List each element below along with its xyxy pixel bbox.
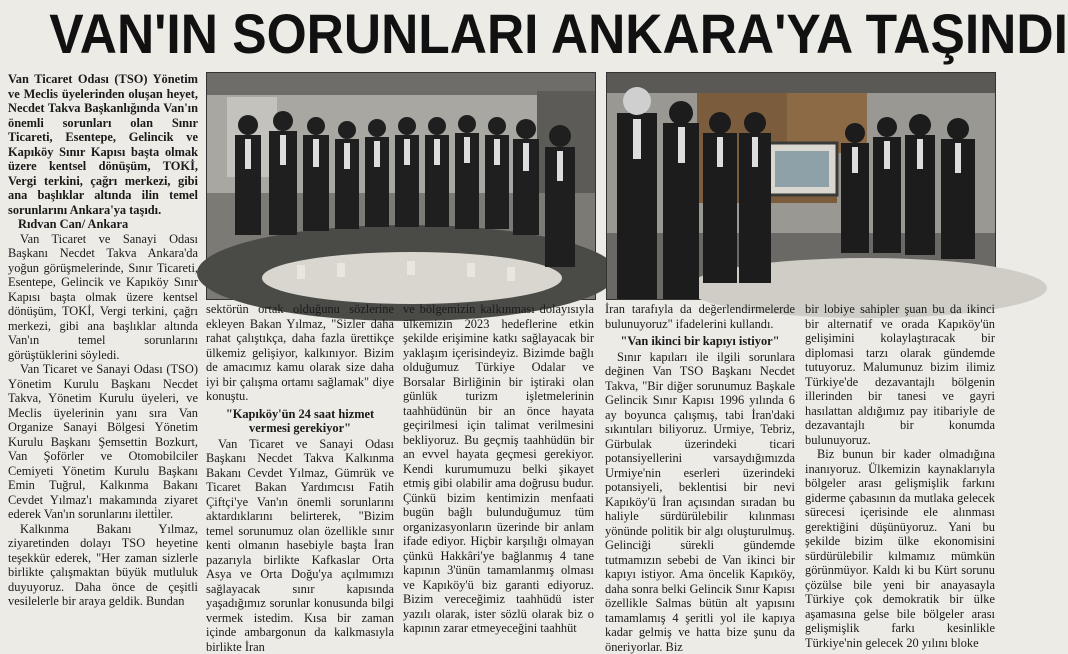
subheading: "Kapıköy'ün 24 saat hizmet vermesi gerekiyor"	[206, 407, 394, 436]
article-lead: Van Ticaret Odası (TSO) Yönetim ve Meclis üyelerinden oluşan heyet, Necdet Takva Başkanlığında Van'ın önemli sorunları olan Sınır Ticareti, Esentepe, Gelincik ve Kapıköy Sınır Kapısı başta olmak üzere kentsel dönüşüm, TOKİ, Vergi terkini, çağrı merkezi, gibi ana başlıklar altında ilin temel sorunlarını Ankara'ya taşıdı.	[8, 72, 198, 217]
byline: Rıdvan Can/ Ankara	[8, 217, 198, 232]
paragraph: Kalkınma Bakanı Yılmaz, ziyaretinden dolayı TSO heyetine teşekkür ederek, "Her zaman sizlerle birlikte çalışmaktan büyük mutluluk duyuyoruz. Daha önce de çeşitli vesilelerle bir araya geldik. Bundan	[8, 522, 198, 609]
article-column-4	[605, 302, 795, 625]
photo-delegation-group	[206, 72, 596, 300]
headline: VAN'IN SORUNLARI ANKARA'YA TAŞINDI	[49, 3, 951, 65]
article-column-2	[206, 302, 394, 625]
paragraph: Biz bunun bir kader olmadığına inanıyoruz. Ülkemizin kaynaklarıyla bölgeler arası gelişmişlik farkını giderme çabasının da mutlaka gelecek sürecesi içerisinde ele alınması gerektiğini düşünüyoruz. Yani bu şekilde bizim ülke ekonomisini sürdürülebilir kılmamız mümkün görünmüyor. Kaldı ki bu Kürt sorunu çözülse bile yeni bir anayasayla Türkiye çok demokratik bir ülke aşamasına gelse bile bölgeler arası gelişmişlik farkı kesinlikle Türkiye'nin gelecek 20 yılını bloke	[805, 447, 995, 650]
article-column-3	[403, 302, 594, 625]
article-column-1	[8, 72, 198, 625]
paragraph: Van Ticaret ve Sanayi Odası Başkanı Necdet Takva Ankara'da yoğun görüşmelerinde, Sınır Ticareti, Esentepe, Gelincik ve Kapıköy Sınır Kapısı başta olmak üzere kentsel dönüşüm, TOKİ, Vergi terkini, çağrı merkezi, gibi ana başlıklar altında Van'ın temel sorunlarını görüştüklerini söyledi.	[8, 232, 198, 363]
paragraph: Van Ticaret ve Sanayi Odası (TSO) Yönetim Kurulu Başkanı Necdet Takva, Yönetim Kurulu üyeleri, ve Meclis üyelerinin yanı sıra Van Organize Sanayi Bölgesi Yönetim Kurulu Başkanı Şemsettin Bozkurt, Van Şoförler ve Otomobilciler Cemiyeti Yönetim Kurulu Başkanı Emin Tuğrul, Kalkınma Bakanı Cevdet Yılmaz'ı makamında ziyaret ederek Van'ın sorunlarını iletti̇ler.	[8, 362, 198, 522]
paragraph: Van Ticaret ve Sanayi Odası Başkanı Necdet Takva Kalkınma Bakanı Cevdet Yılmaz, Gümrük ve Ticaret Bakan Yardımcısı Fatih Çiftçi'ye Van'ın önemli sorunlarını aktardıklarını belirterek, "Bizim temel sorunumuz olan özellikle sınır kenti olmanın hasebiyle başta İran pazarıyla birlikte Kafkaslar Orta Asya ve Orta Doğu'ya açılmımızı sağlayacak sınır kapısında yaşadığımız sorunlar konusunda bilgi vermek istedim. Kısa bir zaman içinde ambargonun da kalkmasıyla birlikte İran	[206, 437, 394, 654]
paragraph: sektörün ortak olduğunu sözlerine ekleyen Bakan Yılmaz, "Sizler daha rahat çalıştıkça, daha fazla ürettikçe ülkemiz gelişiyor, kalkınıyor. Bizim de amacımız kamu olarak size daha iyi bir çalışma ortamı sağlamak" diye konuştu.	[206, 302, 394, 404]
subheading: "Van ikinci bir kapıyı istiyor"	[605, 334, 795, 349]
article-column-5	[805, 302, 995, 625]
paragraph: İran tarafıyla da değerlendirmelerde bulunuyoruz" ifadelerini kullandı.	[605, 302, 795, 331]
photo-gift-presentation	[606, 72, 996, 300]
paragraph: bir lobiye sahipler şuan bu da ikinci bir alternatif ve orada Kapıköy'ün gelişimini kolaylaştıracak bir diplomasi tarzı olarak gündemde tutuyoruz. Malumunuz bizim ilimiz Türkiye'de dezavantajlı bölgenin illerinden bir tanesi ve gayri hasılattan aldığımız pay itibariyle de dezavantajlı bir konumda bulunuyoruz.	[805, 302, 995, 447]
paragraph: Sınır kapıları ile ilgili sorunlara değinen Van TSO Başkanı Necdet Takva, "Bir diğer sorunumuz Başkale Gelincik Sınır Kapısı 1996 yılında 6 ay boyunca çalışmış, tabi İran'daki sıkıntıları biliyoruz. Urmiye, Tebriz, Gürbulak üzerindeki ticari potansiyellerini varsaydığımızda Urmiye'nin eserleri üzerindeki potansiyeli, beklentisi bir nevi Kapıköy'ü İran açısından sıradan bu haliyle sürdürülebilir kılınması yönünde politik bir algı oluşturulmuş. Gelinciği sürekli gündemde tutmamızın sebebi de Van ikinci bir kapıyı istiyor. Ama öncelik Kapıköy, daha sonra belki Gelincik Sınır Kapısı özellikle Salmas bütün alt yapısını tamamlamış 4 şeritli yol ile kapıya kadar gelmiş ve hatta bize şunu da öneriyorlar. Biz	[605, 350, 795, 654]
paragraph: ve bölgemizin kalkınması dolayısıyla ülkemizin 2023 hedeflerine etkin şekilde erişimine katkı sağlayacak bir yaklaşım içerisindeyiz. Bizimde bağlı olduğumuz Türkiye Odalar ve Borsalar Birliğinin bir iştiraki olan günlük turizm işletmelerinin taahhüdünün bir an önce hayata geçirilmesi için talimat verilmesini bekliyoruz. Bu geçmiş taahhüdün bir an evvel hayata geçmesi gerekiyor. Kendi kurumumuzu belki şikayet etmiş gibi olabilir ama doğrusu budur. Çünkü bizim kentimizin menfaati bugün bağlı bulunduğumuz tüm organizasyonların üzerinde bir anlam ifade ediyor. Hiçbir karşılığı olmayan çünkü Hakkâri'ye bağlanmış 4 tane kapının 3'ünün tamamlanmış olması ve Kapıköy'ü biz garanti ediyoruz. Bizim vereceğimiz taahhüdü ister yazılı olarak, ister sözlü olarak biz o kapının zarar etmeyeceğini taahhüt	[403, 302, 594, 636]
